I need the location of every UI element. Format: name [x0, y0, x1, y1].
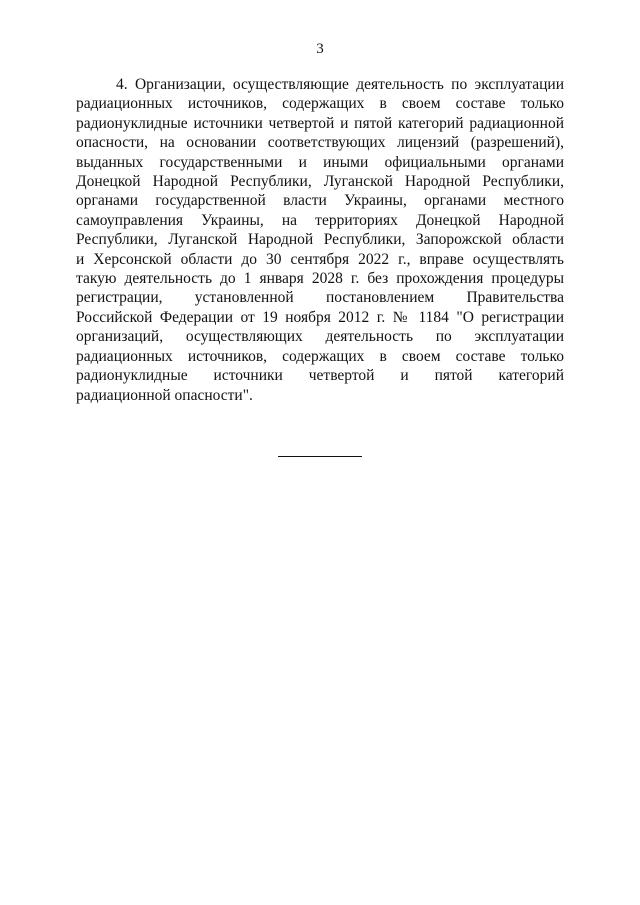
paragraph-line: радиационных источников, содержащих в своем составе только: [76, 95, 564, 113]
paragraph-line: выданных государственными и иными официальными органами: [76, 153, 564, 171]
paragraph-line: такую деятельность до 1 января 2028 г. без прохождения процедуры: [76, 270, 564, 288]
paragraph-line: организаций, осуществляющих деятельность по эксплуатации: [76, 328, 564, 346]
paragraph-line: регистрации, установленной постановлением Правительства: [76, 289, 564, 307]
paragraph-4: [76, 75, 564, 405]
paragraph-line: радиационных источников, содержащих в своем составе только: [76, 347, 564, 365]
closing-separator-line: [278, 456, 362, 457]
paragraph-line: органами государственной власти Украины, органами местного: [76, 192, 564, 210]
paragraph-line: Российской Федерации от 19 ноября 2012 г. № 1184 "О регистрации: [76, 308, 564, 326]
paragraph-line: опасности, на основании соответствующих лицензий (разрешений),: [76, 134, 564, 152]
paragraph-line: 4. Организации, осуществляющие деятельность по эксплуатации: [116, 76, 564, 93]
paragraph-line: самоуправления Украины, на территориях Донецкой Народной: [76, 211, 564, 229]
paragraph-line: радионуклидные источники четвертой и пятой категорий радиационной: [76, 114, 564, 132]
paragraph-line: Республики, Луганской Народной Республики, Запорожской области: [76, 231, 564, 249]
page-number: 3: [316, 41, 324, 57]
paragraph-line: и Херсонской области до 30 сентября 2022 г., вправе осуществлять: [76, 250, 564, 268]
paragraph-line: Донецкой Народной Республики, Луганской Народной Республики,: [76, 173, 564, 191]
paragraph-line: радионуклидные источники четвертой и пятой категорий: [76, 367, 564, 385]
paragraph-line: радиационной опасности".: [76, 386, 253, 404]
